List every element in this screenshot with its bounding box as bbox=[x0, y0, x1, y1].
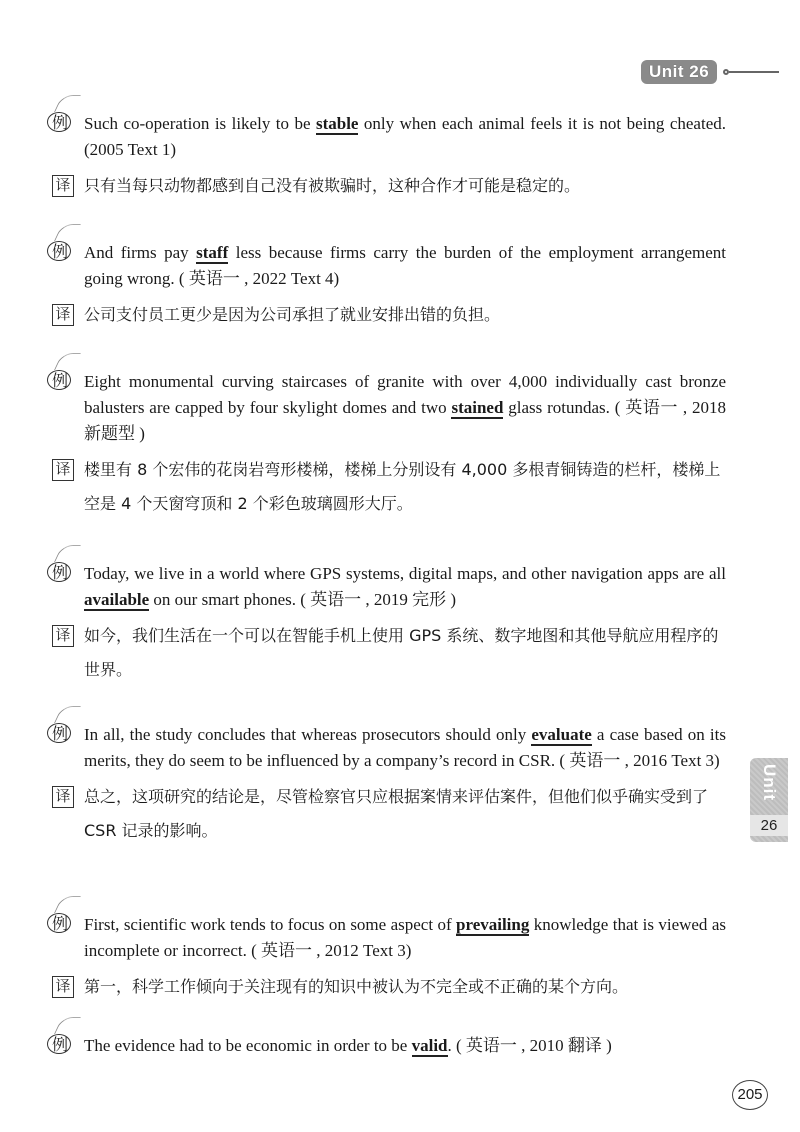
example-entry bbox=[46, 111, 726, 203]
keyword: prevailing bbox=[456, 915, 530, 934]
sentence-text: Eight monumental curving staircases of granite with over 4,000 individually cast bronze balusters are capped by four skylight domes and two bbox=[84, 372, 726, 417]
translation-marker-icon: 译 bbox=[52, 786, 74, 808]
translation-text: 第一，科学工作倾向于关注现有的知识中被认为不完全或不正确的某个方向。 bbox=[84, 977, 629, 996]
example-sentence bbox=[84, 111, 726, 163]
sentence-text: And firms pay bbox=[84, 243, 197, 262]
example-entry bbox=[46, 912, 726, 1004]
side-tab-word: Unit bbox=[760, 764, 779, 802]
example-entry bbox=[46, 722, 726, 848]
translation-marker-icon: 译 bbox=[52, 175, 74, 197]
unit-badge: Unit 26 bbox=[641, 60, 717, 84]
example-marker-icon: 例 bbox=[46, 111, 74, 135]
translation-row bbox=[46, 302, 726, 332]
sentence-text: only when each animal feels it is not being cheated. (2005 Text 1) bbox=[84, 114, 726, 159]
sentence-text: Such co-operation is likely to be bbox=[84, 114, 316, 133]
sentence-text: In all, the study concludes that whereas prosecutors should only bbox=[84, 725, 532, 744]
sentence-text: . ( 英语一 , 2010 翻译 ) bbox=[447, 1036, 612, 1055]
example-sentence bbox=[84, 369, 726, 447]
example-marker-icon: 例 bbox=[46, 1033, 74, 1057]
example-marker-icon: 例 bbox=[46, 561, 74, 585]
keyword: staff bbox=[196, 243, 229, 262]
example-sentence bbox=[84, 722, 726, 774]
sentence-text: a case based on its merits, they do seem to be influenced by a company’s record in CSR. ( 英语一 , 2016 Text 3) bbox=[84, 725, 726, 770]
side-unit-tab bbox=[750, 758, 788, 842]
translation-marker-icon: 译 bbox=[52, 304, 74, 326]
example-row bbox=[46, 561, 726, 613]
page-number: 205 bbox=[732, 1080, 768, 1110]
keyword: evaluate bbox=[531, 725, 592, 744]
example-marker-icon: 例 bbox=[46, 722, 74, 746]
translation-marker-icon: 译 bbox=[52, 625, 74, 647]
example-entry bbox=[46, 561, 726, 687]
keyword: valid bbox=[411, 1036, 448, 1055]
example-row bbox=[46, 1033, 726, 1059]
keyword: stable bbox=[315, 114, 359, 133]
sentence-text: Today, we live in a world where GPS systems, digital maps, and other navigation apps are all bbox=[84, 564, 726, 583]
keyword: stained bbox=[451, 398, 504, 417]
translation-row bbox=[46, 623, 726, 687]
sentence-text: The evidence had to be economic in order to be bbox=[84, 1036, 412, 1055]
translation-text: 公司支付员工更少是因为公司承担了就业安排出错的负担。 bbox=[84, 305, 501, 324]
translation-text: 楼里有 8 个宏伟的花岗岩弯形楼梯，楼梯上分别设有 4,000 多根青铜铸造的栏杆，楼梯上空是 4 个天窗穹顶和 2 个彩色玻璃圆形大厅。 bbox=[84, 460, 721, 513]
translation-row bbox=[46, 974, 726, 1004]
keyword: available bbox=[84, 590, 150, 609]
translation-text: 只有当每只动物都感到自己没有被欺骗时，这种合作才可能是稳定的。 bbox=[84, 176, 581, 195]
example-entry bbox=[46, 369, 726, 521]
translation-text: 总之，这项研究的结论是，尽管检察官只应根据案情来评估案件，但他们似乎确实受到了 CSR 记录的影响。 bbox=[84, 787, 709, 840]
sentence-text: First, scientific work tends to focus on some aspect of bbox=[84, 915, 456, 934]
example-row bbox=[46, 111, 726, 163]
example-sentence bbox=[84, 1033, 726, 1059]
sentence-text: on our smart phones. ( 英语一 , 2019 完形 ) bbox=[149, 590, 457, 609]
example-sentence bbox=[84, 561, 726, 613]
sentence-text: knowledge that is viewed as incomplete or incorrect. ( 英语一 , 2012 Text 3) bbox=[84, 915, 726, 960]
example-marker-icon: 例 bbox=[46, 369, 74, 393]
example-row bbox=[46, 240, 726, 292]
example-sentence bbox=[84, 912, 726, 964]
example-row bbox=[46, 722, 726, 774]
example-row bbox=[46, 912, 726, 964]
translation-row bbox=[46, 784, 726, 848]
example-entry bbox=[46, 1033, 726, 1059]
header-rule bbox=[723, 69, 779, 75]
translation-marker-icon: 译 bbox=[52, 976, 74, 998]
example-marker-icon: 例 bbox=[46, 240, 74, 264]
side-tab-number: 26 bbox=[750, 815, 788, 836]
unit-header bbox=[641, 60, 779, 84]
sentence-text: glass rotundas. ( 英语一 , 2018 新题型 ) bbox=[84, 398, 726, 443]
translation-text: 如今，我们生活在一个可以在智能手机上使用 GPS 系统、数字地图和其他导航应用程序的世界。 bbox=[84, 626, 719, 679]
header-rule-bar bbox=[729, 71, 779, 73]
example-marker-icon: 例 bbox=[46, 912, 74, 936]
example-row bbox=[46, 369, 726, 447]
translation-marker-icon: 译 bbox=[52, 459, 74, 481]
example-sentence bbox=[84, 240, 726, 292]
example-entry bbox=[46, 240, 726, 332]
translation-row bbox=[46, 173, 726, 203]
translation-row bbox=[46, 457, 726, 521]
sentence-text: less because firms carry the burden of the employment arrangement going wrong. ( 英语一 , 2022 Text 4) bbox=[84, 243, 726, 288]
